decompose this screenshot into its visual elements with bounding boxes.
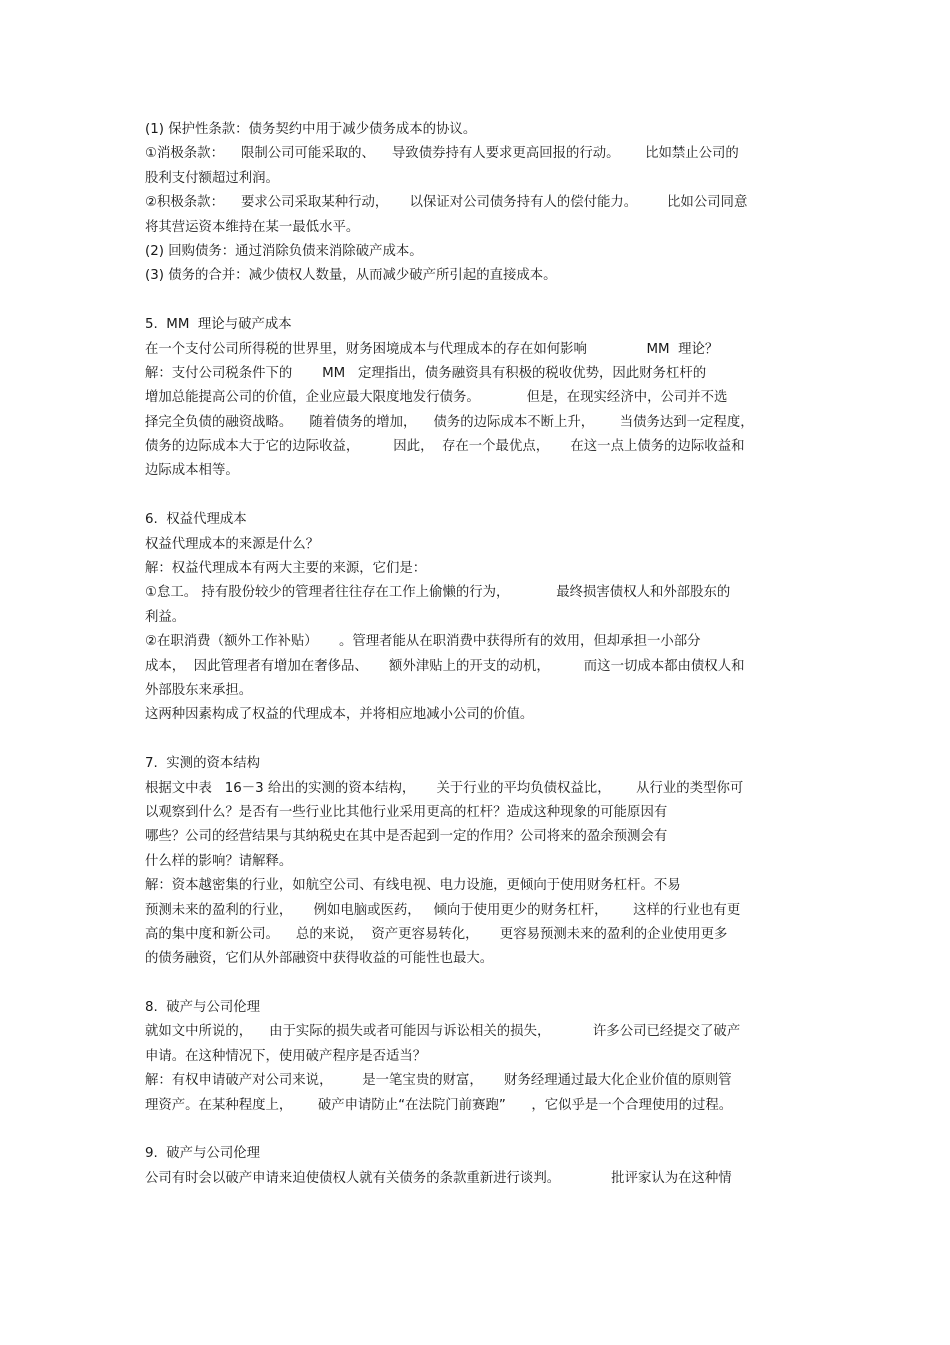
text-line: ②积极条款： 要求公司采取某种行动， 以保证对公司债务持有人的偿付能力。 比如公司同意 [145, 195, 748, 211]
text-line: 公司有时会以破产申请来迫使债权人就有关债务的条款重新进行谈判。 批评家认为在这种情 [145, 1170, 732, 1186]
section-1 [145, 313, 805, 484]
text-line: 理资产。在某种程度上， 破产申请防止“在法院门前赛跑” ，它似乎是一个合理使用的过程。 [145, 1097, 733, 1113]
text-line: 成本， 因此管理者有增加在奢侈品、 额外津贴上的开支的动机， 而这一切成本都由债权人和 [145, 658, 745, 674]
section-gap [145, 1118, 805, 1142]
section-heading: 6. 权益代理成本 [145, 512, 247, 528]
section-3 [145, 752, 805, 972]
text-line: 增加总能提高公司的价值，企业应最大限度地发行债务。 但是，在现实经济中，公司并不选 [145, 390, 728, 406]
text-line: (1) 保护性条款：债务契约中用于减少债务成本的协议。 [145, 122, 477, 137]
text-line: (2) 回购债务：通过消除负债来消除破产成本。 [145, 243, 423, 259]
text-line: 这两种因素构成了权益的代理成本，并将相应地减小公司的价值。 [145, 707, 534, 723]
text-line: 申请。在这种情况下，使用破产程序是否适当？ [145, 1048, 427, 1064]
section-heading: 9. 破产与公司伦理 [145, 1146, 261, 1162]
text-line: 根据文中表 16－3 给出的实测的资本结构， 关于行业的平均负债权益比， 从行业的类型你可 [145, 780, 744, 796]
text-line: 以观察到什么？是否有一些行业比其他行业采用更高的杠杆？造成这种现象的可能原因有 [145, 804, 668, 820]
section-gap [145, 972, 805, 996]
text-line: ①怠工。 持有股份较少的管理者往往存在工作上偷懒的行为， 最终损害债权人和外部股东的 [145, 585, 731, 601]
text-line: 什么样的影响？请解释。 [145, 853, 293, 869]
text-line: 解：资本越密集的行业，如航空公司、有线电视、电力设施，更倾向于使用财务杠杆。不易 [145, 878, 681, 894]
text-line: 就如文中所说的， 由于实际的损失或者可能因与诉讼相关的损失， 许多公司已经提交了破产 [145, 1024, 741, 1040]
section-heading: 7. 实测的资本结构 [145, 756, 261, 772]
text-line: 解：支付公司税条件下的 MM 定理指出，债务融资具有积极的税收优势，因此财务杠杆的 [145, 365, 707, 381]
text-line: ②在职消费（额外工作补贴） 。管理者能从在职消费中获得所有的效用，但却承担一小部分 [145, 634, 701, 650]
text-line: 的债务融资，它们从外部融资中获得收益的可能性也最大。 [145, 951, 494, 967]
text-line: 解：有权申请破产对公司来说， 是一笔宝贵的财富， 财务经理通过最大化企业价值的原则管 [145, 1073, 732, 1089]
section-gap [145, 484, 805, 508]
section-4 [145, 996, 805, 1118]
text-line: 哪些？公司的经营结果与其纳税史在其中是否起到一定的作用？公司将来的盈余预测会有 [145, 829, 668, 845]
text-line: 解：权益代理成本有两大主要的来源，它们是： [145, 561, 427, 577]
text-line: 高的集中度和新公司。 总的来说， 资产更容易转化， 更容易预测未来的盈利的企业使用更多 [145, 926, 728, 942]
text-line: 边际成本相等。 [145, 463, 239, 479]
section-2 [145, 508, 805, 728]
section-gap [145, 289, 805, 313]
document-body [145, 118, 805, 1191]
text-line: 在一个支付公司所得税的世界里，财务困境成本与代理成本的存在如何影响 MM 理论？ [145, 341, 719, 357]
text-line: 预测未来的盈利的行业， 例如电脑或医药， 倾向于使用更少的财务杠杆， 这样的行业也有更 [145, 902, 741, 918]
text-line: 债务的边际成本大于它的边际收益， 因此， 存在一个最优点， 在这一点上债务的边际收益和 [145, 439, 745, 455]
section-heading: 8. 破产与公司伦理 [145, 1000, 261, 1016]
text-line: 外部股东来承担。 [145, 682, 253, 698]
text-line: 权益代理成本的来源是什么？ [145, 536, 320, 552]
section-0 [145, 118, 805, 289]
section-5 [145, 1142, 805, 1191]
section-heading: 5. MM 理论与破产成本 [145, 317, 292, 333]
text-line: 利益。 [145, 609, 186, 625]
text-line: 择完全负债的融资战略。 随着债务的增加， 债务的边际成本不断上升， 当债务达到一定程度， [145, 414, 754, 430]
text-line: 将其营运资本维持在某一最低水平。 [145, 219, 360, 235]
text-line: ①消极条款： 限制公司可能采取的、 导致债券持有人要求更高回报的行动。 比如禁止公司的 [145, 146, 739, 162]
text-line: (3) 债务的合并：减少债权人数量，从而减少破产所引起的直接成本。 [145, 268, 557, 284]
text-line: 股利支付额超过利润。 [145, 170, 279, 186]
section-gap [145, 728, 805, 752]
